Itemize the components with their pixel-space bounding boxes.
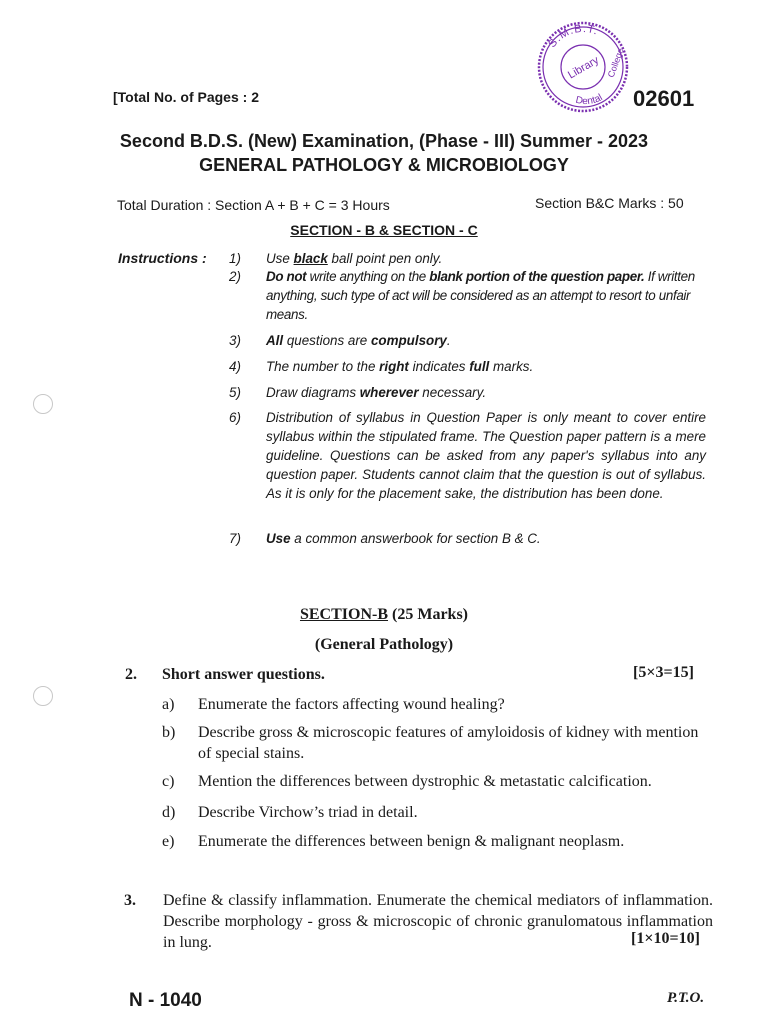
question-2-marks: [5×3=15] bbox=[633, 664, 694, 681]
question-3-text: Define & classify inflammation. Enumerate the chemical mediators of inflammation. Describe morphology - gross & microscopic of chronic granulomatous inflammation in lung. bbox=[163, 892, 713, 951]
instruction-number: 7) bbox=[229, 531, 241, 546]
stamp-center-text: Library bbox=[565, 54, 602, 82]
instruction-number: 5) bbox=[229, 385, 241, 400]
stamp-right-text: College bbox=[605, 46, 626, 79]
stamp-top-text: S.M.B.T. bbox=[546, 22, 601, 50]
subject-title: GENERAL PATHOLOGY & MICROBIOLOGY bbox=[199, 155, 569, 175]
total-pages-label: [Total No. of Pages : 2 bbox=[113, 89, 259, 105]
punch-hole-mark bbox=[33, 394, 53, 414]
question-3-marks: [1×10=10] bbox=[631, 930, 700, 947]
paper-code: 02601 bbox=[633, 86, 695, 111]
punch-hole-mark bbox=[33, 686, 53, 706]
question-3-number: 3. bbox=[124, 892, 136, 909]
instructions-label: Instructions : bbox=[118, 250, 207, 266]
instruction-number: 1) bbox=[229, 251, 241, 266]
instruction-number: 6) bbox=[229, 410, 241, 425]
section-b-subheading: (General Pathology) bbox=[314, 636, 454, 653]
instruction-number: 2) bbox=[229, 269, 241, 284]
instruction-number: 4) bbox=[229, 359, 241, 374]
question-2-number: 2. bbox=[125, 666, 137, 683]
paper-footer-code: N - 1040 bbox=[129, 990, 202, 1011]
stamp-bottom-text: Dental bbox=[574, 92, 605, 108]
exam-title: Second B.D.S. (New) Examination, (Phase - III) Summer - 2023 bbox=[119, 131, 649, 151]
instruction-number: 3) bbox=[229, 333, 241, 348]
section-bc-heading: SECTION - B & SECTION - C bbox=[290, 222, 478, 238]
section-b-heading: SECTION-B (25 Marks) bbox=[299, 606, 468, 623]
svg-text:S.M.B.T. bbox=[546, 23, 600, 50]
total-duration: Total Duration : Section A + B + C = 3 Hours bbox=[117, 197, 390, 213]
pto-label: P.T.O. bbox=[667, 990, 705, 1006]
section-marks: Section B&C Marks : 50 bbox=[535, 195, 684, 211]
question-2-text: Short answer questions. bbox=[162, 666, 325, 683]
library-stamp bbox=[536, 20, 630, 114]
